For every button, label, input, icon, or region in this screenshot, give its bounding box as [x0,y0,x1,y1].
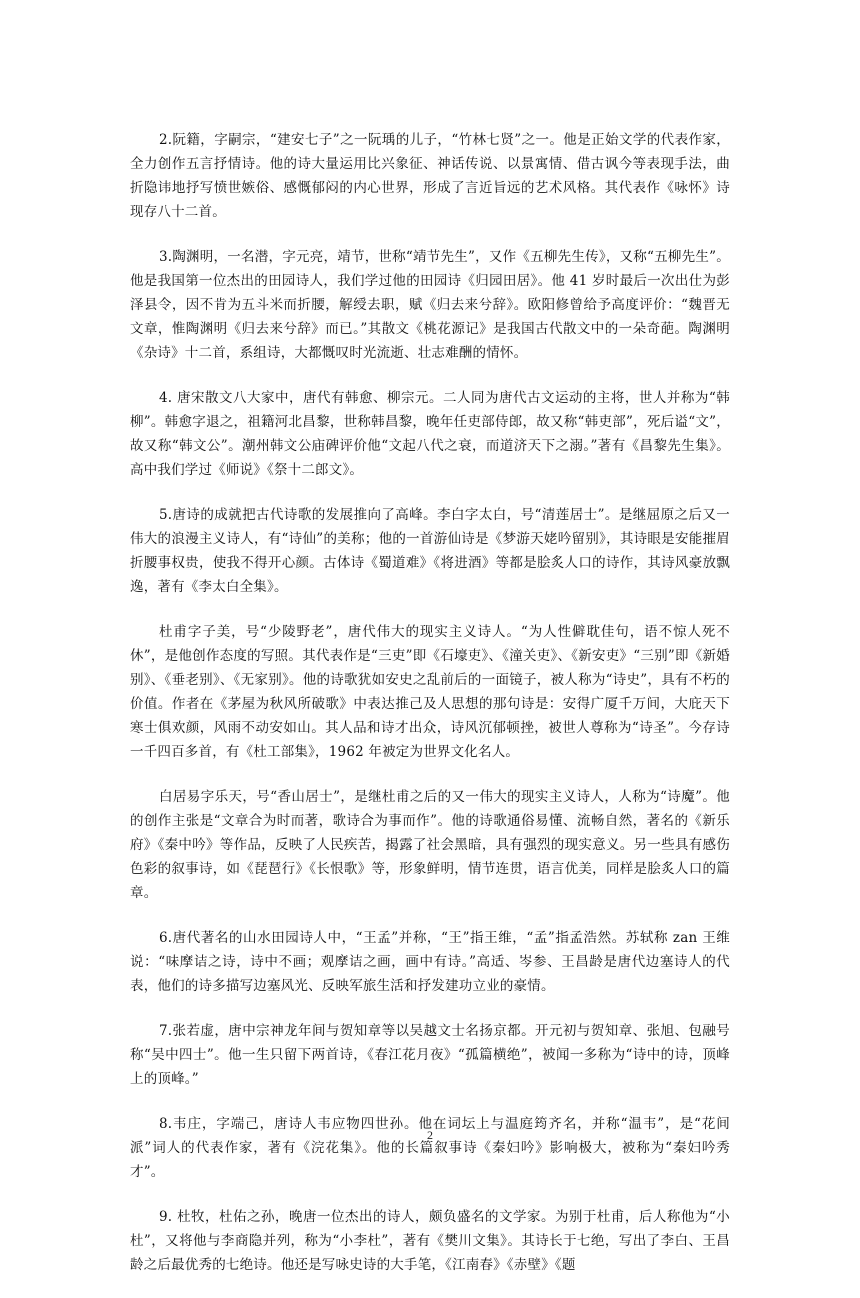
paragraph-zhang-ruoxu: 7.张若虚，唐中宗神龙年间与贺知章等以吴越文士名扬京都。开元初与贺知章、张旭、包融号称“吴中四士”。他一生只留下两首诗，《春江花月夜》“孤篇横绝”，被闻一多称为“诗中的诗，顶峰上的顶峰。” [130,1023,730,1087]
page-body [130,128,730,1298]
paragraph-du-mu: 9. 杜牧，杜佑之孙，晚唐一位杰出的诗人，颇负盛名的文学家。为别于杜甫，后人称他为“小杜”，又将他与李商隐并列，称为“小李杜”，著有《樊川文集》。其诗长于七绝，写出了李白、王昌龄之后最优秀的七绝诗。他还是写咏史诗的大手笔，《江南春》《赤壁》《题 [130,1209,730,1273]
paragraph-ruan-ji: 2.阮籍，字嗣宗，“建安七子”之一阮瑀的儿子，“竹林七贤”之一。他是正始文学的代表作家，全力创作五言抒情诗。他的诗大量运用比兴象征、神话传说、以景寓情、借古讽今等表现手法，曲折隐讳地抒写愤世嫉俗、感慨郁闷的内心世界，形成了言近旨远的艺术风格。其代表作《咏怀》诗现存八十二首。 [130,132,730,220]
paragraph-tao-yuanming: 3.陶渊明，一名潜，字元亮，靖节，世称“靖节先生”，又作《五柳先生传》，又称“五柳先生”。他是我国第一位杰出的田园诗人，我们学过他的田园诗《归园田居》。他 41 岁时最后一次出仕为彭泽县令，因不肯为五斗米而折腰，解绶去职，赋《归去来兮辞》。欧阳修曾给予高度评价：“魏晋无文章，惟陶渊明《归去来兮辞》而已。”其散文《桃花源记》是我国古代散文中的一朵奇葩。陶渊明《杂诗》十二首，系组诗，大都慨叹时光流逝、壮志难酬的情怀。 [130,249,730,361]
paragraph-bai-juyi: 白居易字乐天，号“香山居士”，是继杜甫之后的又一伟大的现实主义诗人，人称为“诗魔”。他的创作主张是“文章合为时而著，歌诗合为事而作”。他的诗歌通俗易懂、流畅自然，著名的《新乐府》《秦中吟》等作品，反映了人民疾苦，揭露了社会黑暗，具有强烈的现实意义。另一些具有感伤色彩的叙事诗，如《琵琶行》《长恨歌》等，形象鲜明，情节连贯，语言优美，同样是脍炙人口的篇章。 [130,789,730,901]
paragraph-wei-zhuang: 8.韦庄，字端己，唐诗人韦应物四世孙。他在词坛上与温庭筠齐名，并称“温韦”，是“花间派”词人的代表作家，著有《浣花集》。他的长篇叙事诗《秦妇吟》影响极大，被称为“秦妇吟秀才”。 [130,1116,730,1180]
paragraph-du-fu: 杜甫字子美，号“少陵野老”，唐代伟大的现实主义诗人。“为人性僻耽佳句，语不惊人死不休”，是他创作态度的写照。其代表作是“三吏”即《石壕吏》、《潼关吏》、《新安吏》“三别”即《新婚别》、《垂老别》、《无家别》。他的诗歌犹如安史之乱前后的一面镜子，被人称为“诗史”，具有不朽的价值。作者在《茅屋为秋风所破歌》中表达推己及人思想的那句诗是：安得广厦千万间，大庇天下寒士俱欢颜，风雨不动安如山。其人品和诗才出众，诗风沉郁顿挫，被世人尊称为“诗圣”。今存诗一千四百多首，有《杜工部集》，1962 年被定为世界文化名人。 [130,624,730,760]
paragraph-li-bai: 5.唐诗的成就把古代诗歌的发展推向了高峰。李白字太白，号“清莲居士”。是继屈原之后又一伟大的浪漫主义诗人，有“诗仙”的美称；他的一首游仙诗是《梦游天姥吟留别》，其诗眼是安能摧眉折腰事权贵，使我不得开心颜。古体诗《蜀道难》《将进酒》等都是脍炙人口的诗作，其诗风豪放飘逸，著有《李太白全集》。 [130,507,730,595]
paragraph-wang-meng: 6.唐代著名的山水田园诗人中，“王孟”并称，“王”指王维，“孟”指孟浩然。苏轼称 zan 王维说：“味摩诘之诗，诗中不画；观摩诘之画，画中有诗。”高适、岑参、王昌龄是唐代边塞诗人的代表，他们的诗多描写边塞风光、反映军旅生活和抒发建功立业的豪情。 [130,930,730,994]
paragraph-han-liu: 4. 唐宋散文八大家中，唐代有韩愈、柳宗元。二人同为唐代古文运动的主将，世人并称为“韩柳”。韩愈字退之，祖籍河北昌黎，世称韩昌黎，晚年任吏部侍郎，故又称“韩吏部”，死后谥“文”，故又称“韩文公”。潮州韩文公庙碑评价他“文起八代之衰，而道济天下之溺。”著有《昌黎先生集》。高中我们学过《师说》《祭十二郎文》。 [130,390,730,478]
page-number: 2 [427,1128,433,1142]
